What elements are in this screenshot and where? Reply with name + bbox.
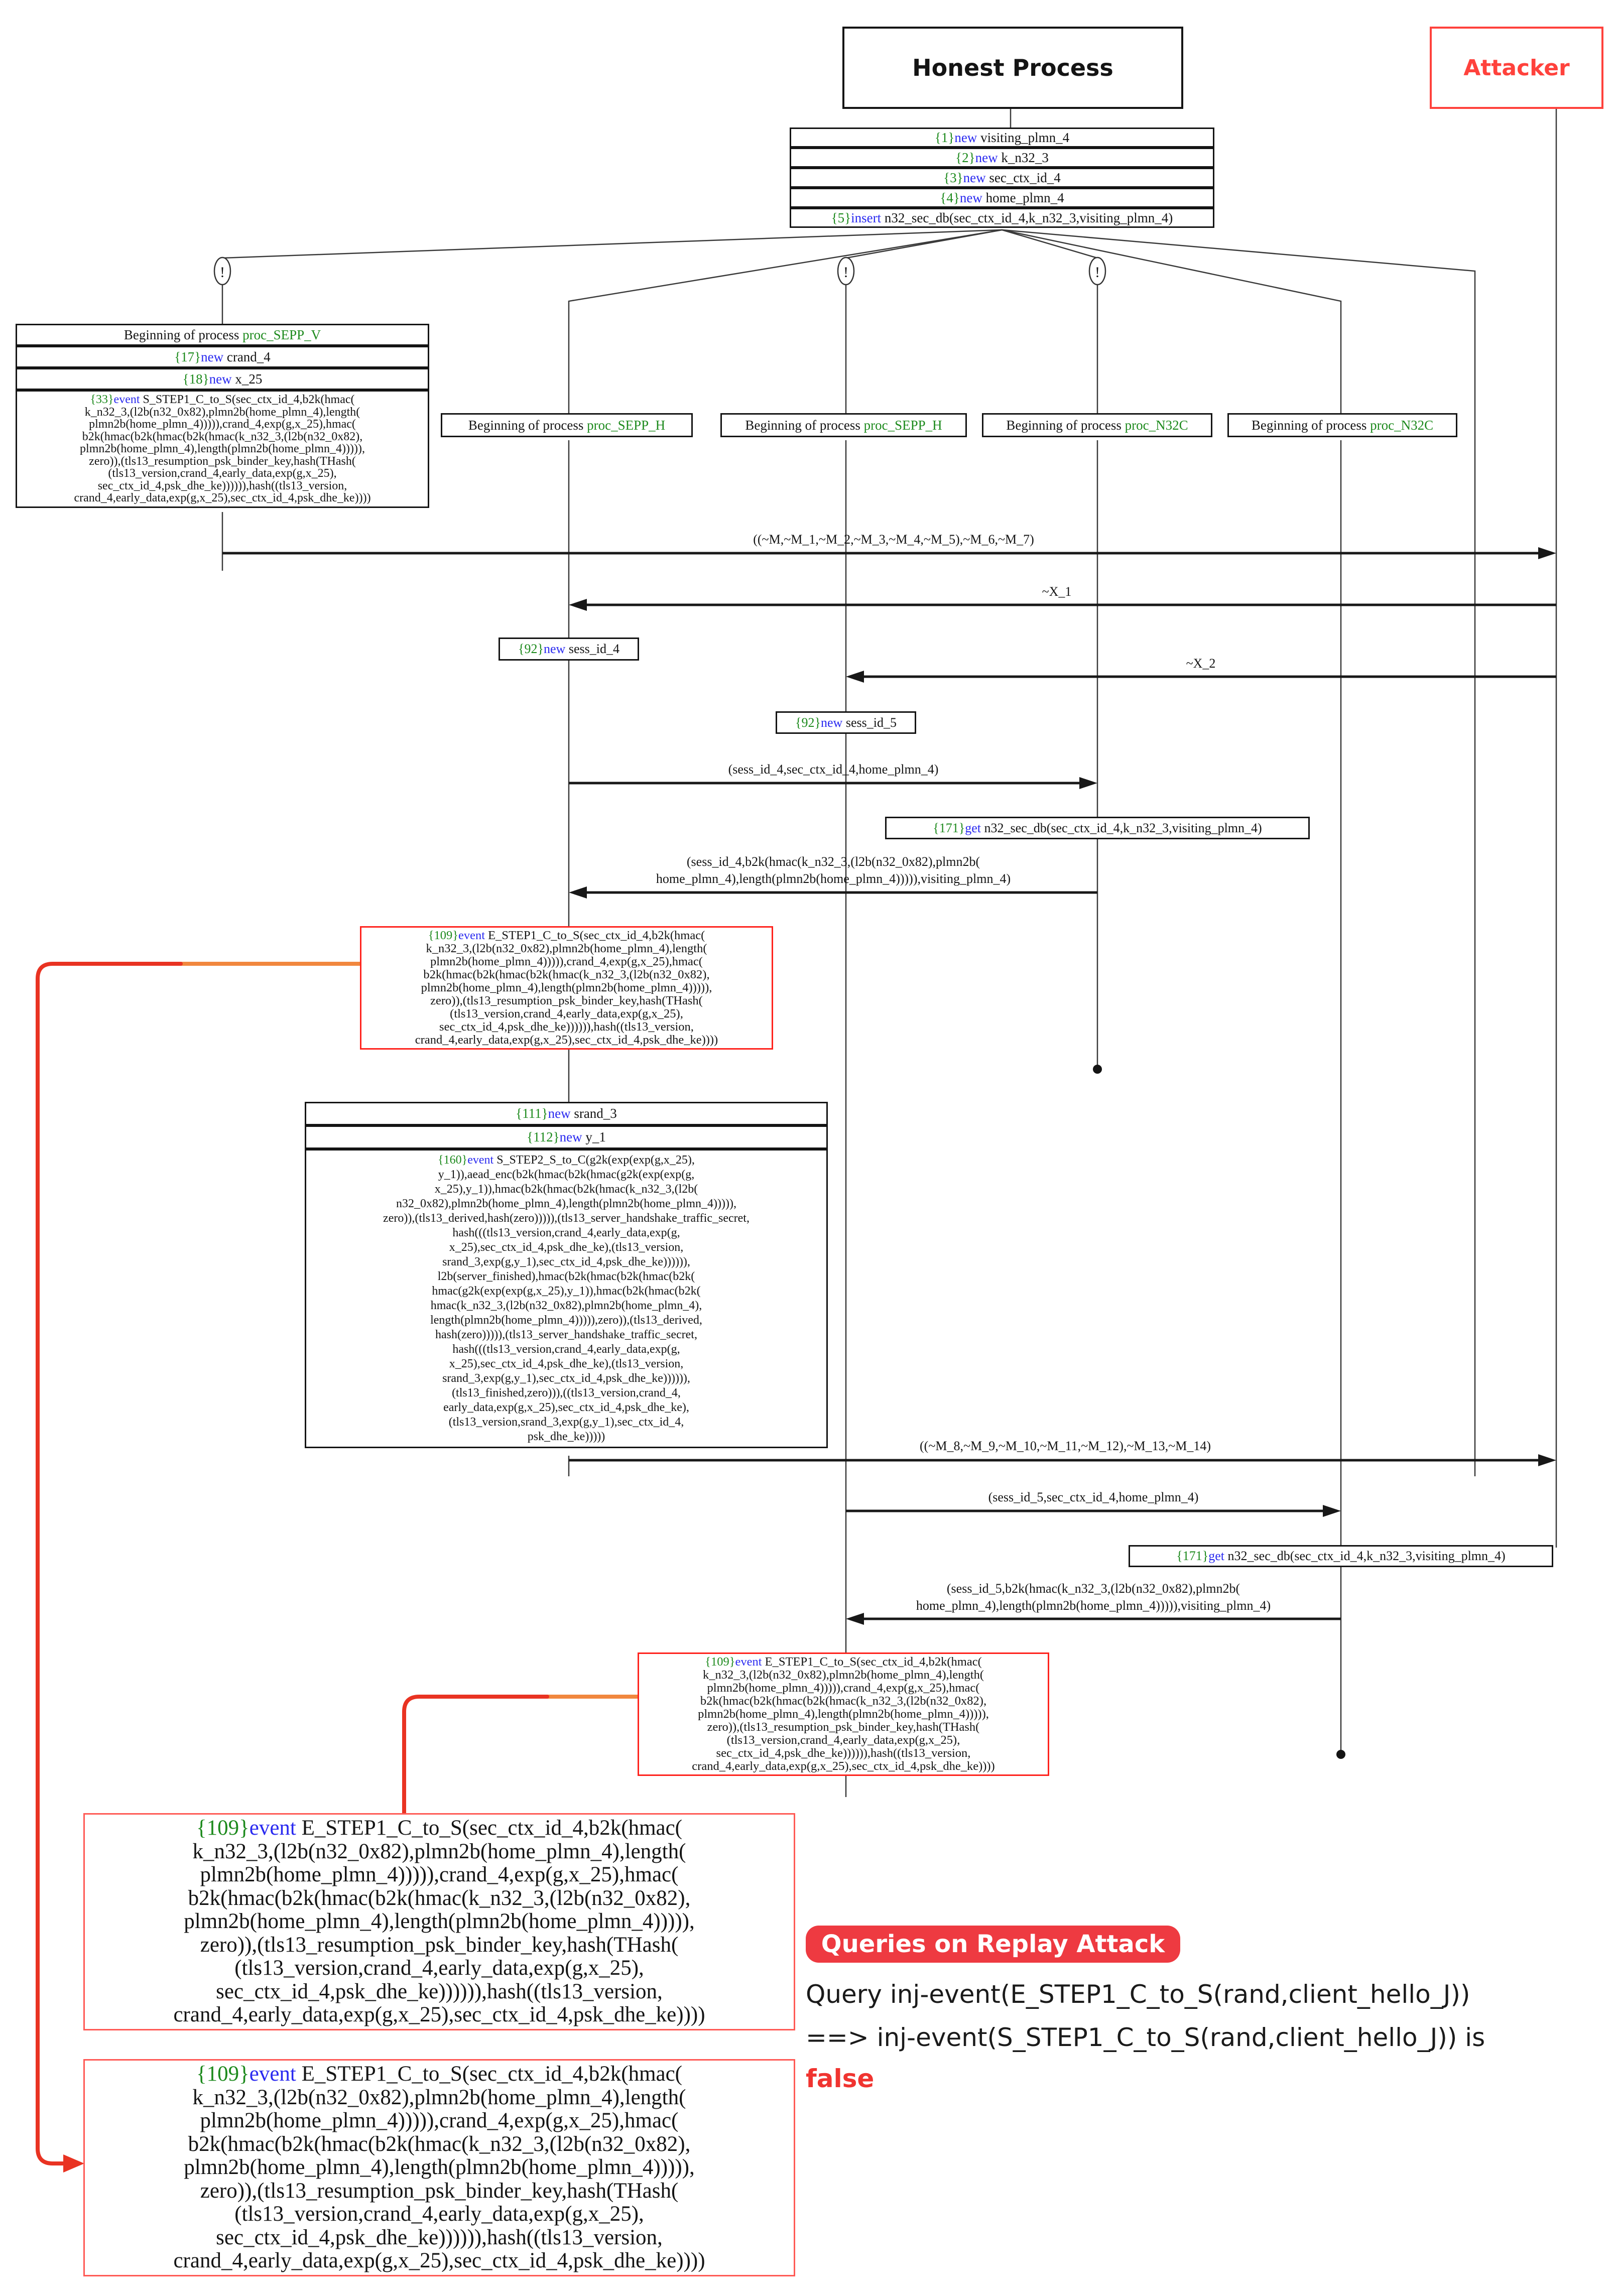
head-m5 xyxy=(1323,1505,1341,1517)
head-m2 xyxy=(1079,777,1097,789)
begin-proc-n32c2-box: Beginning of process proc_N32C xyxy=(1227,413,1457,437)
init-step-row: {2}new k_n32_3 xyxy=(790,148,1214,168)
connector2-red-path xyxy=(404,1697,547,1814)
init-step-row: {5}insert n32_sec_db(sec_ctx_id_4,k_n32_3,visiting_plmn_4) xyxy=(790,208,1214,228)
bang-glyph-3: ! xyxy=(1095,264,1100,281)
terminal-dots xyxy=(1093,1065,1345,1759)
query-false-label: false xyxy=(806,2064,875,2093)
proc-sepp-v-title: Beginning of process proc_SEPP_V xyxy=(16,324,429,346)
msg-label-m3-line1: (sess_id_4,b2k(hmac(k_n32_3,(l2b(n32_0x82),plmn2b( xyxy=(686,854,980,869)
head-m4 xyxy=(1538,1454,1556,1466)
branch-to-sepp-v xyxy=(222,230,1002,258)
event-e-step1-box-2: {109}event E_STEP1_C_to_S(sec_ctx_id_4,b2k(hmac( k_n32_3,(l2b(n32_0x82),plmn2b(home_plmn_4),length( plmn2b(home_plmn_4))))),crand_4,exp(g,x_25),hmac( b2k(hmac(b2k(hmac(b2k(hmac(k_n32_3,(l2b(n32_0x82), plmn2b(home_plmn_4),length(plmn2b(home_plmn_4))))), zero)),(tls13_resumption_psk_binder_key,hash(THash( (tls13_version,crand_4,early_data,exp(g,x_25), sec_ctx_id_4,psk_dhe_ke)))))),hash((tls13_version, crand_4,early_data,exp(g,x_25),sec_ctx_id_4,psk_dhe_ke)))) xyxy=(638,1652,1049,1776)
begin-proc-sepp-h1-box: Beginning of process proc_SEPP_H xyxy=(441,413,693,437)
bottom-event-e-step1-box-1: {109}event E_STEP1_C_to_S(sec_ctx_id_4,b2k(hmac( k_n32_3,(l2b(n32_0x82),plmn2b(home_plmn_4),length( plmn2b(home_plmn_4))))),crand_4,exp(g,x_25),hmac( b2k(hmac(b2k(hmac(b2k(hmac(k_n32_3,(l2b(n32_0x82), plmn2b(home_plmn_4),length(plmn2b(home_plmn_4))))), zero)),(tls13_resumption_psk_binder_key,hash(THash( (tls13_version,crand_4,early_data,exp(g,x_25), sec_ctx_id_4,psk_dhe_ke)))))),hash((tls13_version, crand_4,early_data,exp(g,x_25),sec_ctx_id_4,psk_dhe_ke)))) xyxy=(83,1813,795,2030)
queries-badge-label: Queries on Replay Attack xyxy=(821,1930,1165,1958)
init-step-row: {3}new sec_ctx_id_4 xyxy=(790,168,1214,188)
msg-label-m3-line2: home_plmn_4),length(plmn2b(home_plmn_4))))),visiting_plmn_4) xyxy=(656,871,1011,886)
begin-proc-n32c1-box: Beginning of process proc_N32C xyxy=(982,413,1212,437)
head-m1 xyxy=(1538,547,1556,559)
bottom-event-e-step1-box-2: {109}event E_STEP1_C_to_S(sec_ctx_id_4,b2k(hmac( k_n32_3,(l2b(n32_0x82),plmn2b(home_plmn_4),length( plmn2b(home_plmn_4))))),crand_4,exp(g,x_25),hmac( b2k(hmac(b2k(hmac(b2k(hmac(k_n32_3,(l2b(n32_0x82), plmn2b(home_plmn_4),length(plmn2b(home_plmn_4))))), zero)),(tls13_resumption_psk_binder_key,hash(THash( (tls13_version,crand_4,early_data,exp(g,x_25), sec_ctx_id_4,psk_dhe_ke)))))),hash((tls13_version, crand_4,early_data,exp(g,x_25),sec_ctx_id_4,psk_dhe_ke)))) xyxy=(83,2059,795,2276)
event-s-step1-box: {33}event S_STEP1_C_to_S(sec_ctx_id_4,b2k(hmac( k_n32_3,(l2b(n32_0x82),plmn2b(home_plmn_4),length( plmn2b(home_plmn_4))))),crand_4,exp(g,x_25),hmac( b2k(hmac(b2k(hmac(b2k(hmac(k_n32_3,(l2b(n32_0x82), plmn2b(home_plmn_4),length(plmn2b(home_plmn_4))))), zero)),(tls13_resumption_psk_binder_key,hash(THash( (tls13_version,crand_4,early_data,exp(g,x_25), sec_ctx_id_4,psk_dhe_ke)))))),hash((tls13_version, crand_4,early_data,exp(g,x_25),sec_ctx_id_4,psk_dhe_ke)))) xyxy=(16,390,429,508)
msg-label-x2: ~X_2 xyxy=(1186,656,1216,671)
init-step-row: {1}new visiting_plmn_4 xyxy=(790,127,1214,148)
event-s-step2-row: {160}event S_STEP2_S_to_C(g2k(exp(exp(g,x_25), y_1)),aead_enc(b2k(hmac(b2k(hmac(g2k(exp(exp(g, x_25),y_1)),hmac(b2k(hmac(b2k(hmac(k_n32_3,(l2b( n32_0x82),plmn2b(home_plmn_4),length(plmn2b(home_plmn_4))))), zero)),(tls13_derived,hash(zero))))),(tls13_server_handshake_traffic_secret, hash(((tls13_version,crand_4,early_data,exp(g, x_25),sec_ctx_id_4,psk_dhe_ke),(tls13_version, srand_3,exp(g,y_1),sec_ctx_id_4,psk_dhe_ke)))))), l2b(server_finished),hmac(b2k(hmac(b2k(hmac(b2k( hmac(g2k(exp(exp(g,x_25),y_1)),hmac(b2k(hmac(b2k( hmac(k_n32_3,(l2b(n32_0x82),plmn2b(home_plmn_4), length(plmn2b(home_plmn_4))))),zero)),(tls13_derived, hash(zero))))),(tls13_server_handshake_traffic_secret, hash(((tls13_version,crand_4,early_data,exp(g, x_25),sec_ctx_id_4,psk_dhe_ke),(tls13_version, srand_3,exp(g,y_1),sec_ctx_id_4,psk_dhe_ke)))))), (tls13_finished,zero))),((tls13_version,crand_4, early_data,exp(g,x_25),sec_ctx_id_4,psk_dhe_ke), (tls13_version,srand_3,exp(g,y_1),sec_ctx_id_4, psk_dhe_ke))))) xyxy=(305,1149,828,1448)
query-line-2: ==> inj-event(S_STEP1_C_to_S(rand,client_hello_J)) is xyxy=(806,2023,1485,2052)
new-srand-3-row: {111}new srand_3 xyxy=(305,1102,828,1125)
msg-label-m5: (sess_id_5,sec_ctx_id_4,home_plmn_4) xyxy=(988,1490,1199,1504)
head-m6 xyxy=(846,1613,864,1625)
msg-label-m2: (sess_id_4,sec_ctx_id_4,home_plmn_4) xyxy=(728,762,939,777)
queries-badge xyxy=(806,1926,1180,1963)
branch-to-n32c2 xyxy=(1002,230,1341,413)
honest-process-header xyxy=(842,27,1183,109)
new-sess-id-5-box: {92}new sess_id_5 xyxy=(776,711,916,734)
event-e-step1-box-1: {109}event E_STEP1_C_to_S(sec_ctx_id_4,b2k(hmac( k_n32_3,(l2b(n32_0x82),plmn2b(home_plmn_4),length( plmn2b(home_plmn_4))))),crand_4,exp(g,x_25),hmac( b2k(hmac(b2k(hmac(b2k(hmac(k_n32_3,(l2b(n32_0x82), plmn2b(home_plmn_4),length(plmn2b(home_plmn_4))))), zero)),(tls13_resumption_psk_binder_key,hash(THash( (tls13_version,crand_4,early_data,exp(g,x_25), sec_ctx_id_4,psk_dhe_ke)))))),hash((tls13_version, crand_4,early_data,exp(g,x_25),sec_ctx_id_4,psk_dhe_ke)))) xyxy=(360,926,773,1050)
honest-process-label: Honest Process xyxy=(912,54,1113,81)
init-steps-box xyxy=(790,127,1214,228)
msg-label-x1: ~X_1 xyxy=(1042,584,1072,599)
attacker-label: Attacker xyxy=(1463,55,1570,81)
replication-markers xyxy=(214,258,1105,285)
msg-label-m6-line1: (sess_id_5,b2k(hmac(k_n32_3,(l2b(n32_0x82),plmn2b( xyxy=(946,1581,1240,1596)
s-step2-box xyxy=(305,1102,828,1448)
proc-sepp-v-box xyxy=(16,324,429,508)
attacker-header xyxy=(1430,27,1603,109)
n32c2-end-dot xyxy=(1336,1750,1345,1759)
init-step-row: {4}new home_plmn_4 xyxy=(790,188,1214,208)
message-arrowheads xyxy=(569,547,1556,1625)
bang-glyph-2: ! xyxy=(843,264,848,281)
n32c1-end-dot xyxy=(1093,1065,1102,1074)
msg-label-m4: ((~M_8,~M_9,~M_10,~M_11,~M_12),~M_13,~M_14) xyxy=(920,1439,1211,1453)
branch-to-sepp-h1 xyxy=(569,230,1002,413)
begin-proc-sepp-h2-box: Beginning of process proc_SEPP_H xyxy=(720,413,967,437)
get-n32-sec-db-box-2: {171}get n32_sec_db(sec_ctx_id_4,k_n32_3,visiting_plmn_4) xyxy=(1129,1545,1553,1567)
head-m3 xyxy=(569,886,587,899)
connector1-arrowhead xyxy=(63,2154,84,2173)
new-sess-id-4-box: {92}new sess_id_4 xyxy=(499,637,639,661)
new-y-1-row: {112}new y_1 xyxy=(305,1125,828,1149)
head-x2 xyxy=(846,671,864,683)
get-n32-sec-db-box-1: {171}get n32_sec_db(sec_ctx_id_4,k_n32_3,visiting_plmn_4) xyxy=(885,817,1310,839)
proc-sepp-v-new-crand: {17}new crand_4 xyxy=(16,346,429,368)
query-line-1: Query inj-event(E_STEP1_C_to_S(rand,client_hello_J)) xyxy=(806,1980,1470,2009)
proc-sepp-v-new-x25: {18}new x_25 xyxy=(16,368,429,390)
msg-label-m6-line2: home_plmn_4),length(plmn2b(home_plmn_4))))),visiting_plmn_4) xyxy=(916,1598,1271,1613)
bang-glyph-1: ! xyxy=(220,264,225,281)
head-x1 xyxy=(569,599,587,611)
msg-label-m1: ((~M,~M_1,~M_2,~M_3,~M_4,~M_5),~M_6,~M_7) xyxy=(753,532,1034,547)
